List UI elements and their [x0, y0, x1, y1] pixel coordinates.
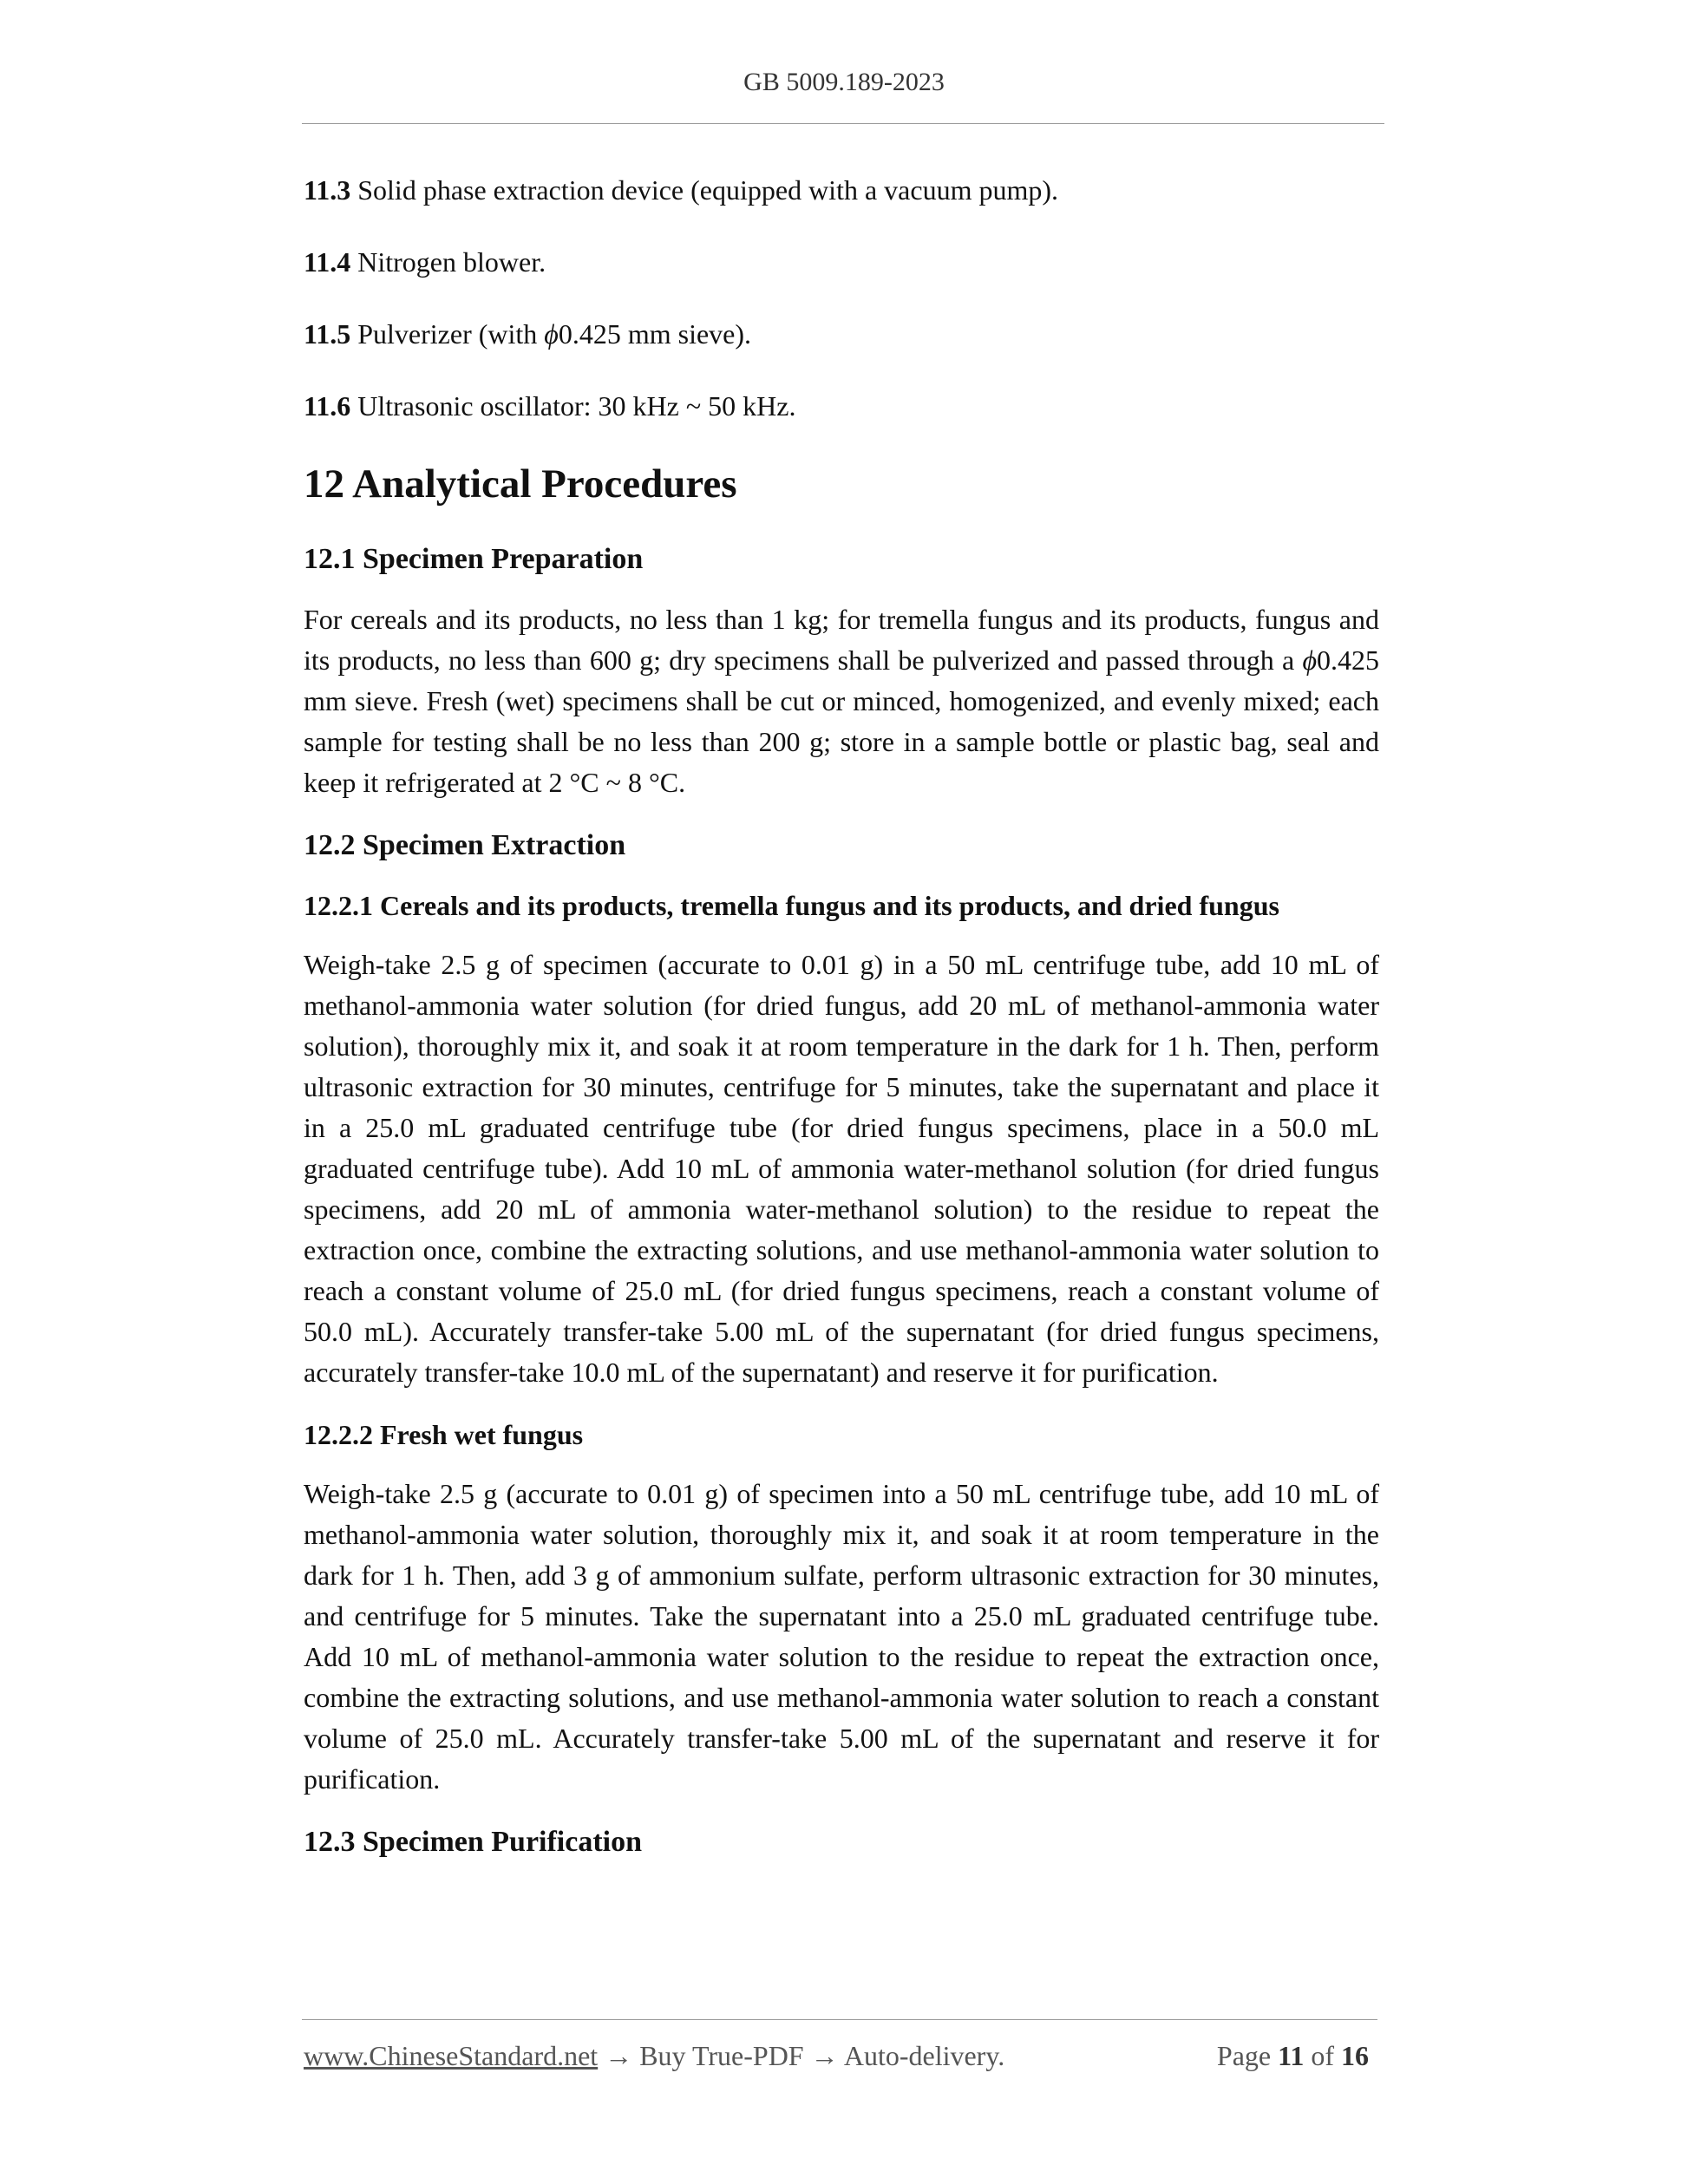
phi-symbol: ϕ: [1302, 644, 1317, 676]
paragraph-12-1: [304, 599, 1379, 803]
item-text: Nitrogen blower.: [350, 246, 546, 278]
item-11-4: [304, 242, 1379, 282]
of-label: of: [1311, 2040, 1334, 2071]
paragraph-12-2-1: Weigh-take 2.5 g of specimen (accurate to 0.01 g) in a 50 mL centrifuge tube, add 10 mL of methanol-ammonia water solution (for dried fungus, add 20 mL of methanol-ammonia water solution), thoroughly mix it, and soak it at room temperature in the dark for 1 h. Then, perform ultrasonic extraction for 30 minutes, centrifuge for 5 minutes, take the supernatant and place it in a 25.0 mL graduated centrifuge tube (for dried fungus specimens, place in a 50.0 mL graduated centrifuge tube). Add 10 mL of ammonia water-methanol solution (for dried fungus specimens, add 20 mL of ammonia water-methanol solution) to the residue to repeat the extraction once, combine the extracting solutions, and use methanol-ammonia water solution to reach a constant volume of 25.0 mL (for dried fungus specimens, reach a constant volume of 50.0 mL). Accurately transfer-take 5.00 mL of the supernatant (for dried fungus specimens, accurately transfer-take 10.0 mL of the supernatant) and reserve it for purification.: [304, 949, 1379, 1388]
subsection-title-12-3: 12.3 Specimen Purification: [304, 1826, 643, 1858]
item-11-3: [304, 170, 1379, 210]
paragraph-text: For cereals and its products, no less than 1 kg; for tremella fungus and its products, fungus and its products, no less than 600 g; dry specimens shall be pulverized and passed through a: [304, 604, 1379, 676]
item-text: Solid phase extraction device (equipped with a vacuum pump).: [350, 174, 1058, 206]
paragraph-text: 0.425 mm sieve. Fresh (wet) specimens shall be cut or minced, homogenized, and evenly mixed; each sample for testing shall be no less than 200 g; store in a sample bottle or plastic bag, seal and keep it refrigerated at 2 °C ~ 8 °C.: [304, 644, 1379, 798]
page-header-standard-id: GB 5009.189-2023: [743, 68, 945, 96]
document-body: [304, 170, 1379, 1882]
page-label: Page: [1216, 2040, 1272, 2071]
footer-promo-text: → Buy True-PDF → Auto-delivery.: [598, 2040, 1005, 2071]
section-title-12: 12 Analytical Procedures: [304, 461, 737, 507]
website-link[interactable]: www.ChineseStandard.net: [304, 2040, 599, 2071]
paragraph-12-2-2: Weigh-take 2.5 g (accurate to 0.01 g) of specimen into a 50 mL centrifuge tube, add 10 mL of methanol-ammonia water solution, thoroughly mix it, and soak it at room temperature in the dark for 1 h. Then, add 3 g of ammonium sulfate, perform ultrasonic extraction for 30 minutes, and centrifuge for 5 minutes. Take the supernatant into a 25.0 mL graduated centrifuge tube. Add 10 mL of methanol-ammonia water solution to the residue to repeat the extraction once, combine the extracting solutions, and use methanol-ammonia water solution to reach a constant volume of 25.0 mL. Accurately transfer-take 5.00 mL of the supernatant and reserve it for purification.: [304, 1478, 1379, 1795]
footer-divider: [302, 2019, 1377, 2020]
item-number: 11.6: [304, 390, 351, 422]
page-current: 11: [1278, 2040, 1305, 2071]
page-total: 16: [1341, 2040, 1369, 2071]
item-text: Ultrasonic oscillator: 30 kHz ~ 50 kHz.: [350, 390, 796, 422]
item-11-5: [304, 314, 1379, 354]
item-11-6: [304, 386, 1379, 426]
item-number: 11.5: [304, 318, 351, 350]
item-number: 11.4: [304, 246, 351, 278]
page-indicator: [1217, 2040, 1369, 2072]
subsection-title-12-2: 12.2 Specimen Extraction: [304, 829, 626, 861]
phi-symbol: ϕ: [544, 318, 559, 350]
subsection-title-12-1: 12.1 Specimen Preparation: [304, 543, 644, 575]
item-text: 0.425 mm sieve).: [558, 318, 752, 350]
item-number: 11.3: [304, 174, 351, 206]
item-text: Pulverizer (with: [350, 318, 545, 350]
footer-promo: [304, 2040, 1004, 2072]
header-divider: [302, 123, 1384, 124]
subsection-title-12-2-2: 12.2.2 Fresh wet fungus: [304, 1419, 584, 1450]
subsection-title-12-2-1: 12.2.1 Cereals and its products, tremella fungus and its products, and dried fungus: [304, 890, 1279, 921]
